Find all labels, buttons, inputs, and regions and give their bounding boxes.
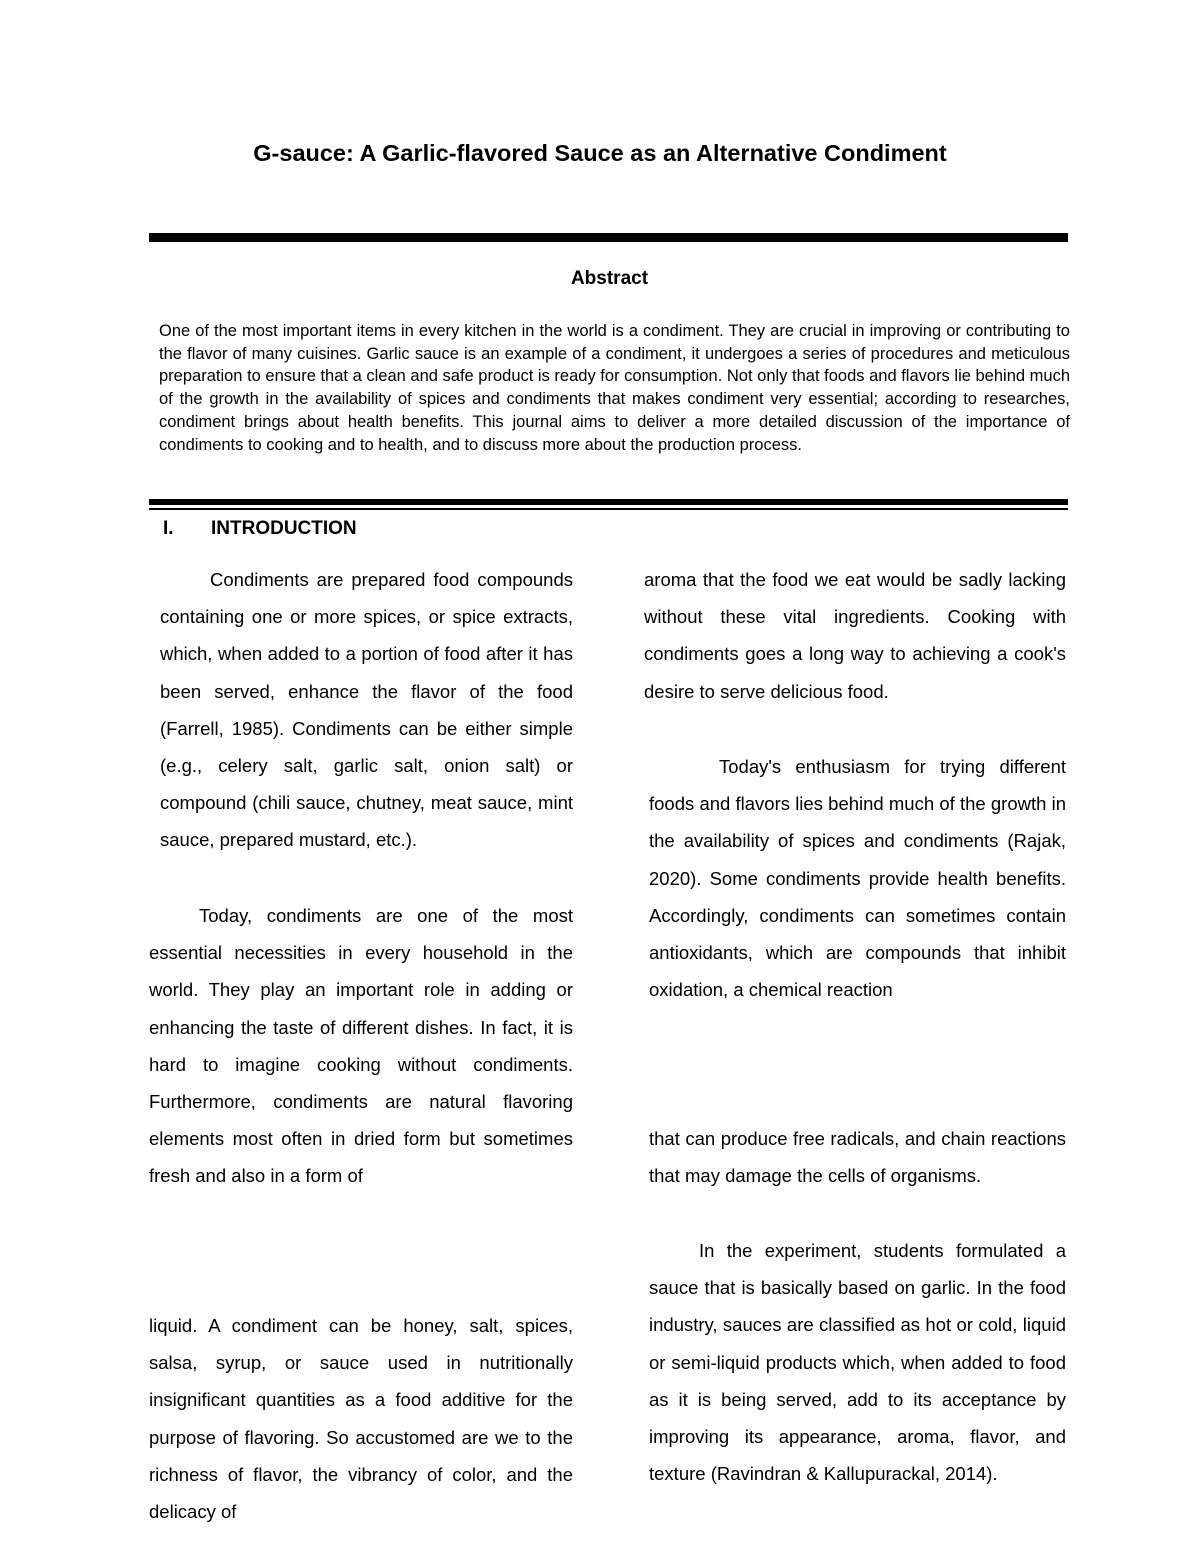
abstract-divider-thin (149, 508, 1068, 510)
right-paragraph-3: that can produce free radicals, and chain reactions that may damage the cells of organisms. (649, 1128, 1066, 1187)
section-heading (163, 518, 357, 540)
title-divider (149, 233, 1068, 242)
abstract-divider-thick (149, 499, 1068, 505)
abstract-heading: Abstract (570, 268, 649, 289)
right-paragraph-4: In the experiment, students formulated a sauce that is basically based on garlic. In the food industry, sauces are classified as hot or cold, liquid or semi-liquid products which, when added to food as it is being served, add to its acceptance by improving its appearance, aroma, flavor, and texture (Ravindran & Kallupurackal, 2014). (649, 1240, 1066, 1485)
right-paragraph-2: Today's enthusiasm for trying different foods and flavors lies behind much of the growth in the availability of spices and condiments (Rajak, 2020). Some condiments provide health benefits. Accordingly, condiments can sometimes contain antioxidants, which are compounds that inhibit oxidation, a chemical reaction (649, 756, 1066, 1001)
section-number: I. (163, 518, 174, 539)
left-paragraph-2: Today, condiments are one of the most essential necessities in every household in the world. They play an important role in adding or enhancing the taste of different dishes. In fact, it is hard to imagine cooking without condiments. Furthermore, condiments are natural flavoring elements most often in dried form but sometimes fresh and also in a form of (149, 905, 573, 1187)
right-paragraph-1: aroma that the food we eat would be sadly lacking without these vital ingredients. Cooking with condiments goes a long way to achieving a cook's desire to serve delicious food. (644, 569, 1066, 702)
left-paragraph-3: liquid. A condiment can be honey, salt, spices, salsa, syrup, or sauce used in nutritionally insignificant quantities as a food additive for the purpose of flavoring. So accustomed are we to the richness of flavor, the vibrancy of color, and the delicacy of (149, 1315, 573, 1523)
paper-title: G-sauce: A Garlic-flavored Sauce as an Alternative Condiment (253, 140, 947, 166)
abstract-text: One of the most important items in every kitchen in the world is a condiment. They are crucial in improving or contributing to the flavor of many cuisines. Garlic sauce is an example of a condiment, it undergoes a series of procedures and meticulous preparation to ensure that a clean and safe product is ready for consumption. Not only that foods and flavors lie behind much of the growth in the availability of spices and condiments that makes condiment very essential; according to researches, condiment brings about health benefits. This journal aims to deliver a more detailed discussion of the importance of condiments to cooking and to health, and to discuss more about the production process. (159, 322, 1070, 454)
left-paragraph-1: Condiments are prepared food compounds containing one or more spices, or spice extracts, which, when added to a portion of food after it has been served, enhance the flavor of the food (Farrell, 1985). Condiments can be either simple (e.g., celery salt, garlic salt, onion salt) or compound (chili sauce, chutney, meat sauce, mint sauce, prepared mustard, etc.). (160, 569, 573, 851)
section-title: INTRODUCTION (211, 518, 357, 539)
